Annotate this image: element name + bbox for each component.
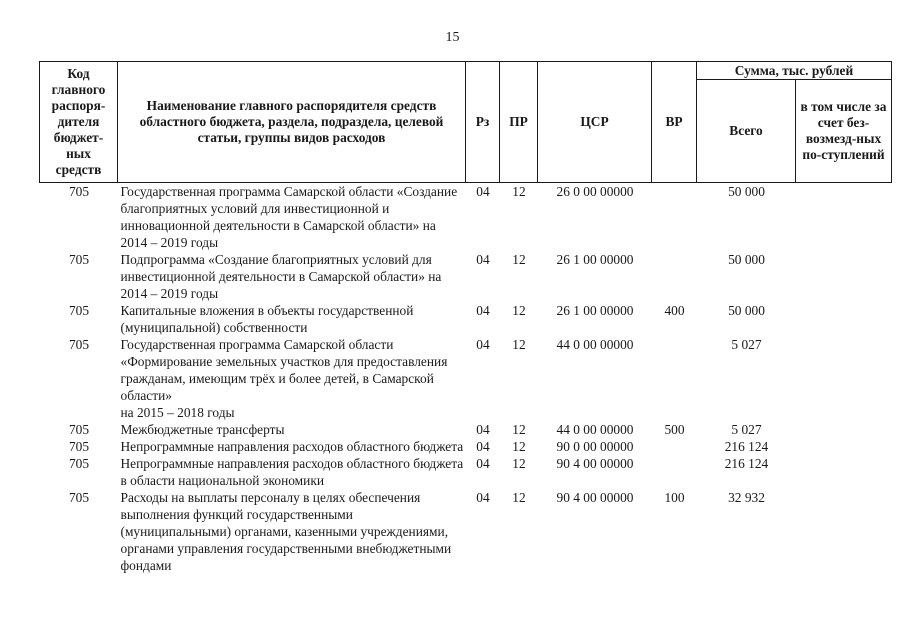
- table-row: [40, 438, 892, 455]
- cell-total: 50 000: [728, 184, 765, 199]
- cell-vr: [652, 336, 697, 421]
- cell-pr: 12: [512, 456, 526, 471]
- cell-code: 705: [68, 337, 90, 352]
- cell-name: Расходы на выплаты персоналу в целях обеспечения выполнения функций государственными (муниципальными) органами, казенными учреждениями, органами управления государственными внебюджетными фондами: [120, 490, 452, 573]
- cell-rz: 04: [476, 422, 490, 437]
- cell-csr: 44 0 00 00000: [556, 337, 634, 352]
- cell-vr: 400: [664, 303, 685, 318]
- cell-total: 50 000: [728, 252, 765, 267]
- table-row: [40, 336, 892, 421]
- cell-pr: 12: [512, 422, 526, 437]
- cell-code: 705: [68, 439, 90, 454]
- header-name: Наименование главного распорядителя средств областного бюджета, раздела, подраздела, целевой статьи, группы видов расходов: [118, 62, 466, 183]
- cell-total: 216 124: [724, 439, 769, 454]
- cell-name: Непрограммные направления расходов областного бюджета: [120, 439, 464, 454]
- table-header: [40, 62, 892, 183]
- header-total: Всего: [697, 80, 796, 183]
- table-row: [40, 421, 892, 438]
- cell-total: 216 124: [724, 456, 769, 471]
- cell-pr: 12: [512, 303, 526, 318]
- cell-free: [796, 455, 892, 489]
- cell-total: 50 000: [728, 303, 765, 318]
- cell-vr: 500: [664, 422, 685, 437]
- cell-pr: 12: [512, 184, 526, 199]
- table-row: [40, 251, 892, 302]
- cell-csr: 90 0 00 00000: [556, 439, 634, 454]
- page-number: 15: [445, 30, 460, 45]
- cell-free: [796, 438, 892, 455]
- cell-csr: 44 0 00 00000: [556, 422, 634, 437]
- cell-total: 32 932: [728, 490, 765, 505]
- cell-name: Государственная программа Самарской области «Создание благоприятных условий для инвестиционной и инновационной деятельности в Самарской области» на 2014 – 2019 годы: [120, 184, 458, 250]
- table-body: [40, 183, 892, 575]
- cell-code: 705: [68, 184, 90, 199]
- cell-pr: 12: [512, 439, 526, 454]
- cell-total: 5 027: [731, 422, 762, 437]
- cell-pr: 12: [512, 490, 526, 505]
- header-free: в том числе за счет без-возмезд-ных по-ступлений: [796, 80, 892, 183]
- header-vr: ВР: [652, 62, 697, 183]
- cell-vr: 100: [664, 490, 685, 505]
- cell-vr: [652, 455, 697, 489]
- table-row: [40, 455, 892, 489]
- cell-code: 705: [68, 456, 90, 471]
- header-sum: Сумма, тыс. рублей: [697, 62, 892, 80]
- cell-csr: 26 0 00 00000: [556, 184, 634, 199]
- cell-code: 705: [68, 252, 90, 267]
- cell-free: [796, 183, 892, 252]
- cell-name: Государственная программа Самарской области «Формирование земельных участков для предоставления гражданам, имеющим трёх и более детей, в Самарской области» на 2015 – 2018 годы: [120, 337, 448, 420]
- cell-vr: [652, 183, 697, 252]
- table-row: [40, 302, 892, 336]
- cell-name: Непрограммные направления расходов областного бюджета в области национальной экономики: [120, 456, 464, 488]
- cell-pr: 12: [512, 252, 526, 267]
- cell-rz: 04: [476, 456, 490, 471]
- budget-table: [39, 61, 892, 574]
- cell-rz: 04: [476, 439, 490, 454]
- cell-vr: [652, 438, 697, 455]
- cell-code: 705: [68, 422, 90, 437]
- header-pr: ПР: [500, 62, 538, 183]
- header-code: Код главного распоря-дителя бюджет-ных средств: [40, 62, 118, 183]
- cell-free: [796, 421, 892, 438]
- cell-name: Капитальные вложения в объекты государственной (муниципальной) собственности: [120, 303, 414, 335]
- cell-rz: 04: [476, 303, 490, 318]
- table-row: [40, 183, 892, 252]
- cell-name: Межбюджетные трансферты: [120, 422, 285, 437]
- cell-rz: 04: [476, 252, 490, 267]
- cell-name: Подпрограмма «Создание благоприятных условий для инвестиционной деятельности в Самарской области» на 2014 – 2019 годы: [120, 252, 442, 301]
- cell-pr: 12: [512, 337, 526, 352]
- cell-free: [796, 302, 892, 336]
- cell-rz: 04: [476, 184, 490, 199]
- cell-csr: 90 4 00 00000: [556, 456, 634, 471]
- cell-free: [796, 251, 892, 302]
- cell-code: 705: [68, 303, 90, 318]
- header-csr: ЦСР: [538, 62, 652, 183]
- table-row: [40, 489, 892, 574]
- cell-csr: 26 1 00 00000: [556, 303, 634, 318]
- cell-rz: 04: [476, 337, 490, 352]
- cell-csr: 26 1 00 00000: [556, 252, 634, 267]
- cell-total: 5 027: [731, 337, 762, 352]
- cell-free: [796, 336, 892, 421]
- cell-free: [796, 489, 892, 574]
- header-rz: Рз: [466, 62, 500, 183]
- cell-rz: 04: [476, 490, 490, 505]
- cell-csr: 90 4 00 00000: [556, 490, 634, 505]
- cell-vr: [652, 251, 697, 302]
- cell-code: 705: [68, 490, 90, 505]
